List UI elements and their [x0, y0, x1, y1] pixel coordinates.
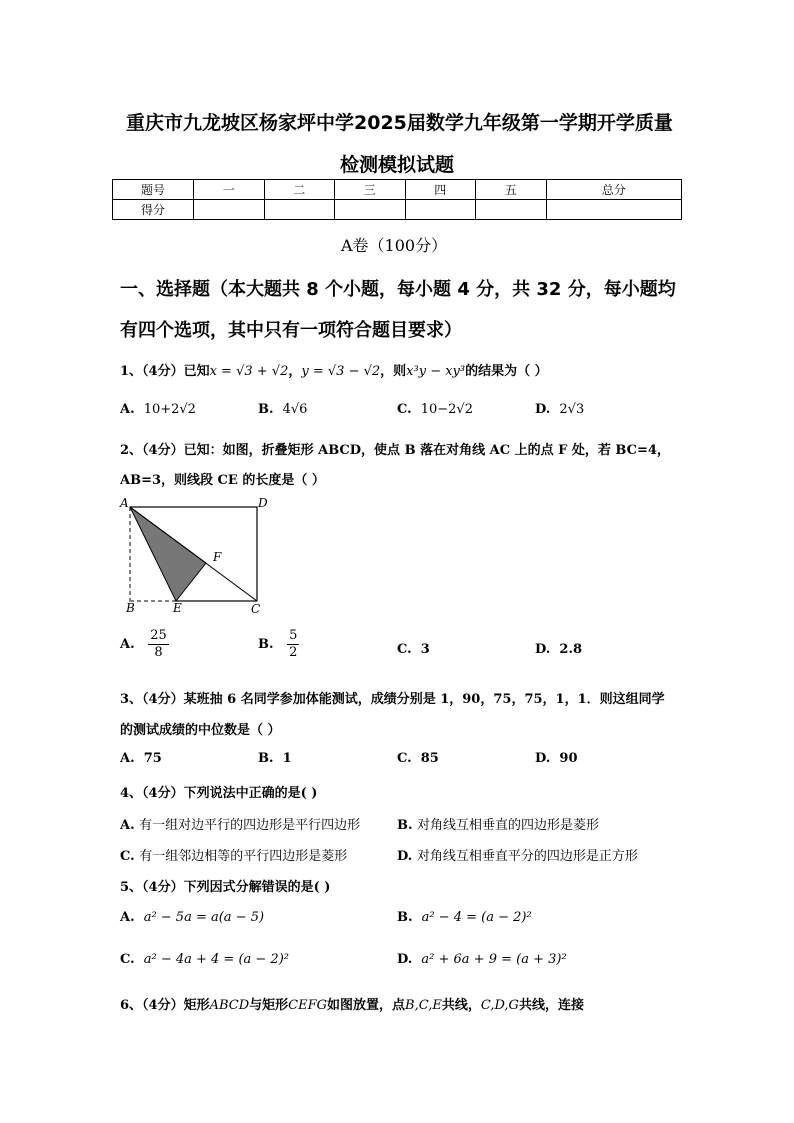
option-label: A. — [120, 751, 135, 766]
option-label: B. — [258, 751, 274, 766]
q3-option-d[interactable] — [535, 751, 578, 766]
q6-suffix: 共线，连接 — [518, 998, 584, 1013]
q6-mid2: 如图放置，点 — [327, 998, 406, 1013]
question-4: 4、（4分）下列说法中正确的是( ) — [120, 786, 318, 801]
q4-option-a[interactable] — [120, 814, 360, 833]
q5-option-c[interactable] — [120, 952, 289, 967]
label-e: E — [173, 601, 182, 615]
option-value: 10+2√2 — [143, 402, 196, 417]
fraction-denominator: 8 — [154, 645, 163, 660]
option-value: 有一组对边平行的四边形是平行四边形 — [139, 818, 361, 833]
question-3-line2: 的测试成绩的中位数是（ ） — [120, 723, 281, 738]
option-value: 2√3 — [559, 402, 585, 417]
section1-heading-line2: 有四个选项，其中只有一项符合题目要求） — [120, 320, 462, 341]
option-label: B. — [397, 818, 413, 833]
option-value: 4√6 — [282, 402, 308, 417]
score-cell — [546, 200, 682, 220]
question-1 — [120, 360, 548, 379]
q1-expression: x³y − xy³ — [406, 364, 466, 379]
option-value: 3 — [420, 642, 430, 657]
label-b: B — [126, 601, 135, 615]
q6-points2: C,D,G — [480, 998, 519, 1013]
option-label: D. — [397, 952, 413, 967]
exam-title-line2: 检测模拟试题 — [340, 154, 455, 176]
option-value: a² − 4a + 4 = (a − 2)² — [143, 952, 289, 967]
section1-heading-line1: 一、选择题（本大题共 8 个小题，每小题 4 分，共 32 分，每小题均 — [120, 279, 676, 300]
question-5: 5、（4分）下列因式分解错误的是( ) — [120, 880, 331, 895]
q1-y-expr: y = √3 − √2 — [301, 364, 381, 379]
q6-mid3: 共线， — [441, 998, 481, 1013]
q2-option-c[interactable] — [397, 642, 430, 657]
option-label: D. — [397, 849, 413, 864]
q1-mid: ，则 — [380, 364, 407, 379]
diagonal-ac — [130, 507, 257, 601]
fraction — [148, 628, 169, 661]
score-cell — [476, 200, 547, 220]
folded-triangle — [130, 507, 206, 601]
option-value: 90 — [559, 751, 578, 766]
score-header-cell: 题号 — [113, 180, 194, 200]
option-label: B. — [258, 402, 274, 417]
option-value: a² − 4 = (a − 2)² — [421, 910, 532, 925]
fraction — [287, 628, 299, 661]
score-table — [112, 179, 682, 220]
q3-option-a[interactable] — [120, 751, 162, 766]
option-label: D. — [535, 751, 551, 766]
score-cell — [405, 200, 476, 220]
q4-option-d[interactable] — [397, 845, 638, 864]
label-f: F — [213, 550, 222, 564]
q5-option-d[interactable] — [397, 952, 567, 967]
q6-prefix: 6、（4分）矩形 — [120, 998, 210, 1013]
score-cell — [194, 200, 265, 220]
question-6 — [120, 994, 584, 1013]
option-label: C. — [120, 849, 135, 864]
fraction-numerator: 5 — [289, 628, 298, 643]
q2-option-a[interactable] — [120, 628, 169, 661]
score-header-cell: 总分 — [546, 180, 682, 200]
q1-option-a[interactable] — [120, 402, 196, 417]
score-header-cell: 三 — [335, 180, 406, 200]
label-a: A — [120, 496, 129, 510]
option-value: 2.8 — [559, 642, 583, 657]
option-label: D. — [535, 642, 551, 657]
score-header-cell: 二 — [264, 180, 335, 200]
label-d: D — [258, 496, 268, 510]
option-label: A. — [120, 818, 135, 833]
fraction-numerator: 25 — [150, 628, 167, 643]
q1-option-b[interactable] — [258, 402, 307, 417]
option-label: A. — [120, 402, 135, 417]
score-header-cell: 一 — [194, 180, 265, 200]
option-label: C. — [397, 642, 412, 657]
option-label: C. — [397, 751, 412, 766]
option-value: a² − 5a = a(a − 5) — [143, 910, 265, 925]
q2-figure — [112, 492, 282, 617]
option-label: C. — [397, 402, 412, 417]
score-header-cell: 五 — [476, 180, 547, 200]
q2-option-d[interactable] — [535, 642, 582, 657]
option-label: B. — [397, 910, 413, 925]
option-value: 1 — [282, 751, 292, 766]
option-label: A. — [120, 637, 135, 652]
option-value: 对角线互相垂直的四边形是菱形 — [417, 818, 600, 833]
q1-x-expr: x = √3 + √2 — [209, 364, 289, 379]
option-value: 85 — [420, 751, 439, 766]
q6-points1: B,C,E — [405, 998, 442, 1013]
option-value: 10−2√2 — [420, 402, 473, 417]
score-table-score-row — [113, 200, 682, 220]
q3-option-b[interactable] — [258, 751, 292, 766]
q5-option-b[interactable] — [397, 910, 532, 925]
q1-suffix: 的结果为（ ） — [465, 364, 548, 379]
option-label: C. — [120, 952, 135, 967]
label-c: C — [251, 602, 261, 616]
fraction-denominator: 2 — [289, 645, 298, 660]
q3-option-c[interactable] — [397, 751, 439, 766]
q6-rect2: CEFG — [288, 998, 328, 1013]
q4-option-b[interactable] — [397, 814, 599, 833]
option-value: 对角线互相垂直平分的四边形是正方形 — [416, 849, 638, 864]
volume-title: A卷（100分） — [341, 236, 448, 255]
option-value: 75 — [143, 751, 162, 766]
q5-option-a[interactable] — [120, 910, 264, 925]
question-2-line1: 2、（4分）已知：如图，折叠矩形 ABCD，使点 B 落在对角线 AC 上的点 F 处，若 BC=4， — [120, 443, 670, 458]
q1-prefix: 1、（4分）已知 — [120, 364, 210, 379]
option-label: D. — [535, 402, 551, 417]
question-3-line1: 3、（4分）某班抽 6 名同学参加体能测试，成绩分别是 1，90，75，75，1，1．则这组同学 — [120, 692, 665, 707]
score-header-cell: 四 — [405, 180, 476, 200]
option-value: a² + 6a + 9 = (a + 3)² — [421, 952, 567, 967]
q1-option-c[interactable] — [397, 402, 473, 417]
q4-option-c[interactable] — [120, 845, 347, 864]
score-row-label: 得分 — [113, 200, 194, 220]
score-cell — [264, 200, 335, 220]
option-label: B. — [258, 637, 274, 652]
option-label: A. — [120, 910, 135, 925]
q1-separator: ， — [288, 364, 302, 379]
q1-option-d[interactable] — [535, 402, 584, 417]
exam-title-line1: 重庆市九龙坡区杨家坪中学2025届数学九年级第一学期开学质量 — [126, 112, 673, 134]
question-2-line2: AB=3，则线段 CE 的长度是（ ） — [120, 473, 325, 488]
option-value: 有一组邻边相等的平行四边形是菱形 — [139, 849, 348, 864]
q6-rect1: ABCD — [209, 998, 250, 1013]
score-cell — [335, 200, 406, 220]
q2-option-b[interactable] — [258, 628, 299, 661]
q6-mid1: 与矩形 — [249, 998, 289, 1013]
score-table-header-row — [113, 180, 682, 200]
